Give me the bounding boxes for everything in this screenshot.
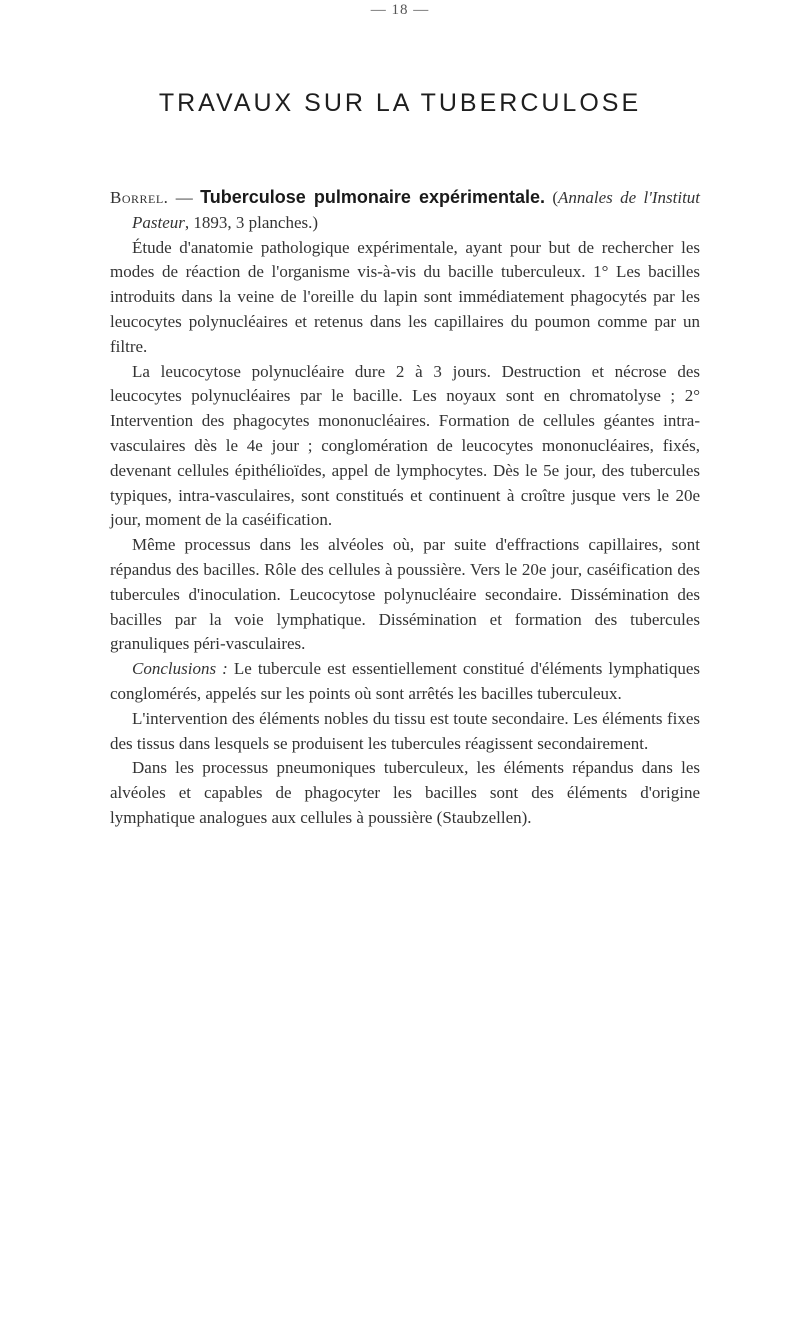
entry-dash: —: [168, 188, 201, 207]
reference-details: , 1893, 3 planches.): [184, 212, 319, 232]
article-body: [110, 185, 700, 831]
article-title: Tuberculose pulmonaire expérimentale.: [200, 187, 546, 207]
paragraph-alveoles: Même processus dans les alvéoles où, par suite d'effractions capillaires, sont répandus des bacilles. Rôle des cellules à poussière. Vers le 20e jour, caséification des tubercules d'inoculation. Leucocytose polynucléaire secondaire. Dissémination des bacilles par la voie lymphatique. Dissémination et formation des tubercules granuliques péri-vasculaires.: [110, 535, 700, 654]
conclusions-label: Conclusions :: [132, 659, 228, 679]
bibliographic-entry: [110, 185, 700, 236]
paragraph-conclusions: [110, 657, 700, 707]
journal-name: Annales de l'Institut Pasteur: [132, 188, 701, 232]
paragraph-intervention: L'intervention des éléments nobles du tissu est toute secondaire. Les éléments fixes des tissus dans lesquels se produisent les tubercules réagissent secondairement.: [110, 708, 700, 753]
paragraph-pneumoniques: Dans les processus pneumoniques tuberculeux, les éléments répandus dans les alvéoles et capables de phagocyter les bacilles sont des éléments d'origine lymphatique analogues aux cellules à poussière (Staubzellen).: [110, 758, 700, 827]
paragraph-study: Étude d'anatomie pathologique expérimentale, ayant pour but de rechercher les modes de réaction de l'organisme vis-à-vis du bacille tuberculeux. 1° Les bacilles introduits dans la veine de l'oreille du lapin sont immédiatement phagocytés par les leucocytes polynucléaires et retenus dans les capillaires du poumon comme par un filtre.: [110, 237, 700, 356]
paragraph-leucocytose: La leucocytose polynucléaire dure 2 à 3 jours. Destruction et nécrose des leucocytes polynucléaires par le bacille. Les noyaux sont en chromatolyse ; 2° Intervention des phagocytes mononucléaires. Formation de cellules géantes intra-vasculaires dès le 4e jour ; conglomération de leucocytes mononucléaires, fixés, devenant cellules épithélioïdes, appel de lymphocytes. Dès le 5e jour, des tubercules typiques, intra-vasculaires, sont constitués et continuent à croître jusque vers le 20e jour, moment de la caséification.: [110, 361, 700, 530]
section-title: TRAVAUX SUR LA TUBERCULOSE: [158, 89, 642, 117]
reference-open: (: [545, 188, 559, 207]
author-name: Borrel.: [110, 188, 169, 207]
conclusions-text: Le tubercule est essentiellement constitué d'éléments lymphatiques conglomérés, appelés sur les points où sont arrêtés les bacilles tuberculeux.: [110, 659, 700, 703]
page-number: — 18 —: [370, 2, 430, 18]
